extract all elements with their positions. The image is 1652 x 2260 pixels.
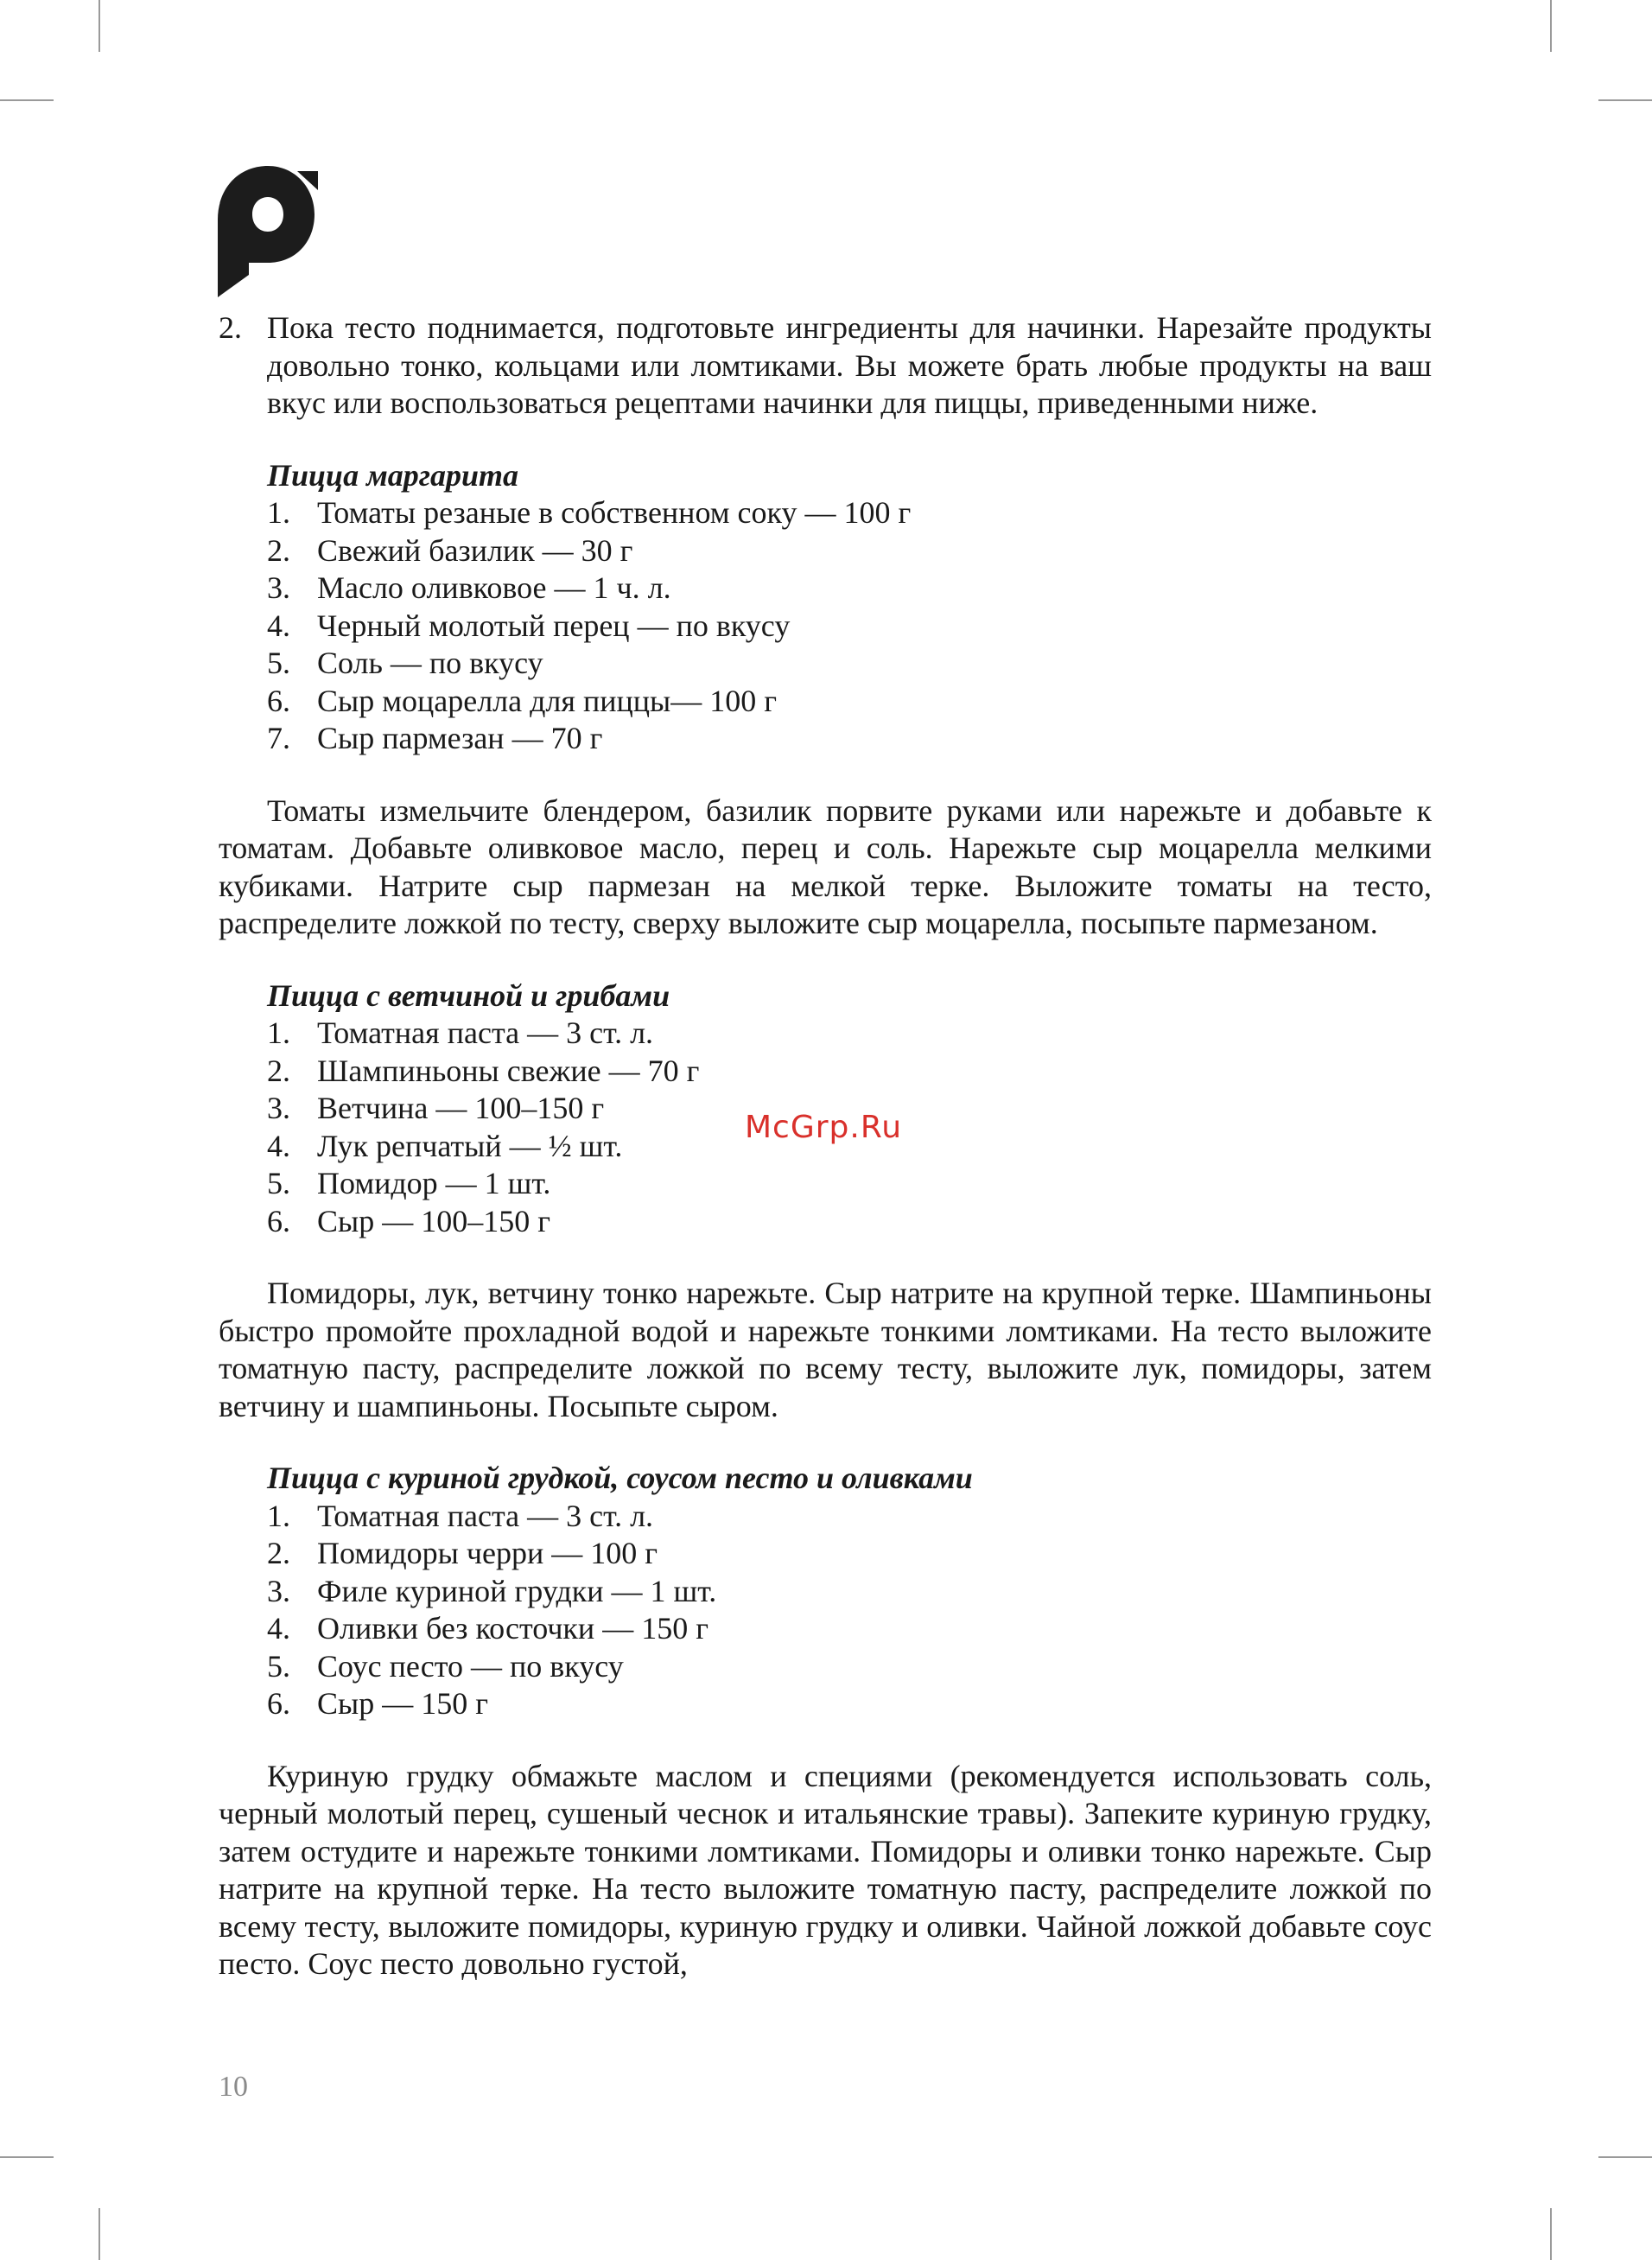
ingredient-text: Ветчина — 100–150 г	[317, 1091, 605, 1125]
recipe-instructions: Куриную грудку обмажьте маслом и специями (рекомендуется использовать соль, черный молотый перец, сушеный чеснок и итальянские травы). Запеките куриную грудку, затем остудите и нарежьте тонкими ломтиками. Помидоры и оливки тонко нарежьте. Сыр натрите на крупной терке. На тесто выложите томатную пасту, распределите ложкой по всему тесту, выложите помидоры, куриную грудку и оливки. Чайной ложкой добавьте соус песто. Соус песто довольно густой,	[219, 1758, 1432, 1981]
ingredient-text: Соль — по вкусу	[317, 646, 543, 680]
ingredient-text: Черный молотый перец — по вкусу	[317, 608, 791, 643]
list-item	[267, 1165, 1432, 1203]
ingredient-text: Сыр моцарелла для пиццы— 100 г	[317, 683, 777, 718]
ingredient-text: Лук репчатый — ½ шт.	[317, 1128, 623, 1163]
step-number: 2.	[219, 310, 242, 345]
recipe-instructions: Томаты измельчите блендером, базилик порвите руками или нарежьте и добавьте к томатам. Добавьте оливковое масло, перец и соль. Нарежьте сыр моцарелла мелкими кубиками. Натрите сыр пармезан на мелкой терке. Выложите томаты на тесто, распределите ложкой по тесту, сверху выложите сыр моцарелла, посыпьте пармезаном.	[219, 793, 1432, 940]
list-item	[267, 1203, 1432, 1241]
ingredient-text: Помидоры черри — 100 г	[317, 1536, 658, 1570]
ingredient-text: Томатная паста — 3 ст. л.	[317, 1015, 654, 1050]
ingredient-number: 1.	[267, 1498, 290, 1533]
ingredient-text: Оливки без косточки — 150 г	[317, 1611, 708, 1646]
list-item	[267, 532, 1432, 570]
list-item	[267, 608, 1432, 646]
ingredient-number: 6.	[267, 683, 290, 718]
recipe-instructions: Помидоры, лук, ветчину тонко нарежьте. Сыр натрите на крупной терке. Шампиньоны быстро промойте прохладной водой и нарежьте тонкими ломтиками. На тесто выложите томатную пасту, распределите ложкой по всему тесту, выложите лук, помидоры, затем ветчину и шампиньоны. Посыпьте сыром.	[219, 1276, 1432, 1423]
ingredient-number: 4.	[267, 1611, 290, 1646]
ingredient-number: 4.	[267, 608, 290, 643]
ingredient-number: 2.	[267, 532, 290, 568]
page-number: 10	[219, 2071, 248, 2103]
list-item	[267, 1648, 1432, 1686]
list-item	[267, 1498, 1432, 1536]
list-item	[267, 1685, 1432, 1723]
ingredient-number: 3.	[267, 570, 290, 605]
ingredient-text: Шампиньоны свежие — 70 г	[317, 1053, 700, 1088]
ingredient-number: 5.	[267, 646, 290, 680]
ingredient-text: Томаты резаные в собственном соку — 100 г	[317, 495, 912, 530]
intro-step	[219, 309, 1432, 423]
ingredient-number: 3.	[267, 1573, 290, 1608]
ingredient-text: Филе куриной грудки — 1 шт.	[317, 1573, 717, 1608]
brand-p-logo-icon	[218, 166, 318, 297]
list-item	[267, 494, 1432, 532]
ingredient-text: Томатная паста — 3 ст. л.	[317, 1498, 654, 1533]
ingredient-text: Соус песто — по вкусу	[317, 1648, 624, 1684]
page-content	[219, 309, 1432, 1983]
list-item	[267, 720, 1432, 758]
ingredient-text: Помидор — 1 шт.	[317, 1166, 551, 1200]
ingredient-list	[219, 1498, 1432, 1723]
crop-mark	[1550, 0, 1552, 52]
ingredient-number: 5.	[267, 1648, 290, 1684]
ingredient-number: 1.	[267, 495, 290, 530]
crop-mark	[0, 2156, 54, 2158]
ingredient-number: 6.	[267, 1203, 290, 1238]
ingredient-number: 2.	[267, 1053, 290, 1088]
recipe-title: Пицца с куриной грудкой, соусом песто и оливками	[267, 1461, 973, 1495]
recipe-title: Пицца с ветчиной и грибами	[267, 977, 670, 1013]
list-item	[267, 1535, 1432, 1573]
crop-mark	[0, 99, 54, 101]
ingredient-number: 2.	[267, 1536, 290, 1570]
crop-mark	[98, 0, 100, 52]
list-item	[267, 1053, 1432, 1091]
list-item	[267, 683, 1432, 721]
list-item	[267, 1573, 1432, 1611]
list-item	[267, 570, 1432, 608]
list-item	[267, 1015, 1432, 1053]
ingredient-text: Сыр пармезан — 70 г	[317, 721, 603, 755]
ingredient-text: Масло оливковое — 1 ч. л.	[317, 570, 671, 605]
ingredient-list	[219, 494, 1432, 758]
ingredient-number: 7.	[267, 721, 290, 755]
list-item	[267, 645, 1432, 683]
list-item	[267, 1610, 1432, 1648]
ingredient-number: 6.	[267, 1686, 290, 1721]
ingredient-text: Сыр — 100–150 г	[317, 1203, 550, 1238]
ingredient-number: 5.	[267, 1166, 290, 1200]
step-text: Пока тесто поднимается, подготовьте ингредиенты для начинки. Нарезайте продукты довольно тонко, кольцами или ломтиками. Вы можете брать любые продукты на ваш вкус или воспользоваться рецептами начинки для пиццы, приведенными ниже.	[267, 310, 1432, 420]
crop-mark	[1598, 99, 1652, 101]
ingredient-text: Сыр — 150 г	[317, 1686, 488, 1721]
ingredient-number: 1.	[267, 1015, 290, 1050]
crop-mark	[1598, 2156, 1652, 2158]
crop-mark	[98, 2208, 100, 2260]
ingredient-number: 4.	[267, 1128, 290, 1163]
ingredient-text: Свежий базилик — 30 г	[317, 532, 633, 568]
recipe-title: Пицца маргарита	[267, 457, 519, 493]
crop-mark	[1550, 2208, 1552, 2260]
ingredient-number: 3.	[267, 1091, 290, 1125]
watermark-link[interactable]: McGrp.Ru	[745, 1110, 903, 1145]
